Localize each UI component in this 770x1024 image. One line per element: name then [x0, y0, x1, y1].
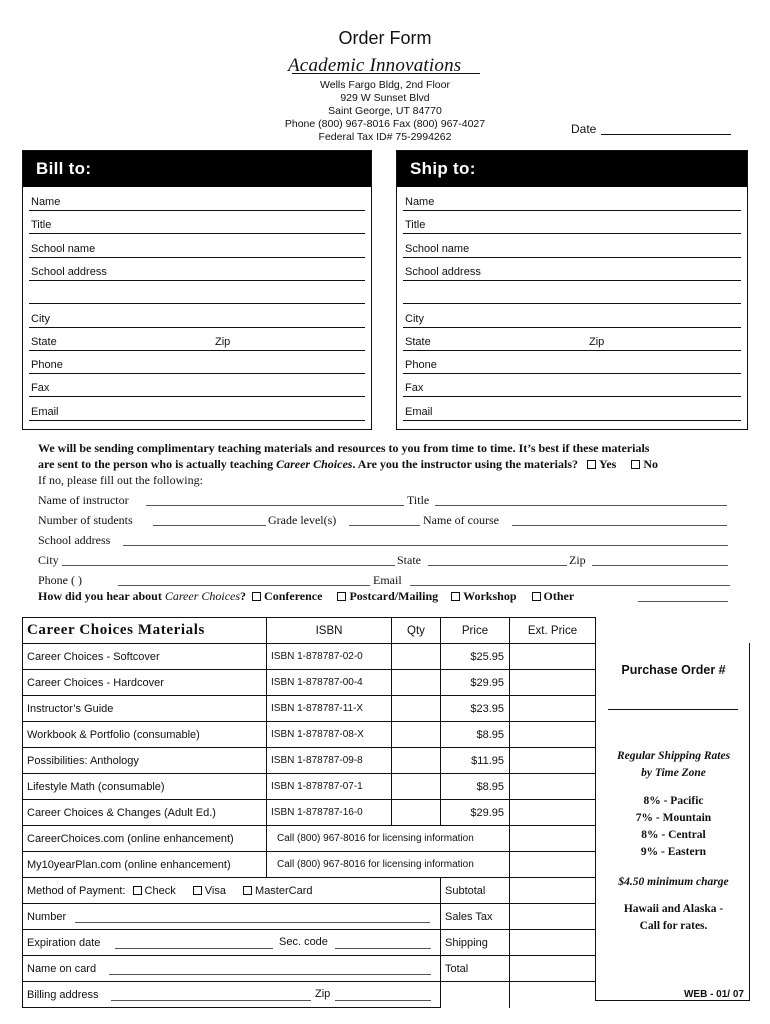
qty-input[interactable] [392, 722, 441, 748]
ship-school-address-line-2[interactable] [403, 286, 741, 304]
payment-method [23, 878, 392, 904]
qty-input[interactable] [392, 670, 441, 696]
card-number-row [23, 904, 441, 930]
check-checkbox[interactable] [133, 886, 142, 895]
rate-central: 8% - Central [641, 829, 706, 841]
ext-price-input[interactable] [510, 722, 596, 748]
bill-fax-label: Fax [31, 382, 50, 394]
subtotal-label: Subtotal [441, 878, 510, 904]
grade-levels-label: Grade level(s) [268, 513, 337, 527]
item-price: $8.95 [441, 774, 510, 800]
purchase-order-label: Purchase Order # [621, 663, 726, 677]
intro-text-italic: Career Choices [276, 457, 353, 471]
subtotal-field[interactable] [510, 878, 596, 904]
students-label: Number of students [38, 513, 133, 527]
instructor-city-field[interactable] [62, 565, 395, 566]
instructor-name-label: Name of instructor [38, 493, 129, 507]
qty-input[interactable] [392, 748, 441, 774]
ship-name-field[interactable] [403, 193, 741, 211]
address-line-3: Saint George, UT 84770 [328, 105, 442, 117]
instructor-phone-field[interactable] [118, 585, 370, 586]
tax-id-line: Federal Tax ID# 75-2994262 [318, 131, 452, 143]
ship-title-field[interactable] [403, 216, 741, 234]
order-header-row [23, 618, 596, 644]
instructor-email-field[interactable] [410, 585, 730, 586]
instructor-city-label: City [38, 553, 59, 567]
ext-price-input[interactable] [510, 852, 596, 878]
expiration-row [23, 930, 441, 956]
ship-phone-label: Phone [405, 359, 437, 371]
instructor-name-field[interactable] [146, 505, 404, 506]
ship-fax-label: Fax [405, 382, 424, 394]
item-price: $11.95 [441, 748, 510, 774]
bill-city-label: City [31, 313, 50, 325]
course-field[interactable] [512, 525, 727, 526]
bill-school-name-field[interactable] [29, 240, 365, 258]
students-field[interactable] [153, 525, 266, 526]
table-row [23, 644, 596, 670]
ext-price-input[interactable] [510, 800, 596, 826]
ship-to-box [396, 150, 748, 430]
billing-address-label: Billing address [27, 988, 99, 1001]
item-name: Career Choices - Softcover [23, 644, 267, 670]
billing-address-row [23, 982, 441, 1008]
ext-price-input[interactable] [510, 696, 596, 722]
rate-eastern: 9% - Eastern [640, 846, 707, 858]
payment-row [23, 956, 596, 982]
bill-title-field[interactable] [29, 216, 365, 234]
no-checkbox[interactable] [631, 460, 640, 469]
payment-method-label: Method of Payment: [27, 884, 126, 897]
payment-row [23, 878, 596, 904]
intro-text-c: . Are you the instructor using the materials? [352, 457, 578, 471]
payment-row [23, 982, 596, 1008]
bill-city-field[interactable] [29, 310, 365, 328]
workshop-checkbox[interactable] [451, 592, 460, 601]
table-row [23, 670, 596, 696]
side-panel [595, 643, 750, 1001]
course-label: Name of course [423, 513, 499, 527]
instructor-title-label: Title [407, 493, 430, 507]
ship-phone-field[interactable] [403, 356, 741, 374]
page-title: Order Form [338, 28, 432, 48]
rate-mountain: 7% - Mountain [635, 812, 712, 824]
bill-state-zip-field[interactable] [29, 333, 365, 351]
no-label: No [643, 457, 659, 471]
date-label: Date [571, 122, 597, 136]
item-price: $29.95 [441, 800, 510, 826]
ship-school-address-field[interactable] [403, 263, 741, 281]
ship-city-label: City [405, 313, 424, 325]
bill-title-label: Title [31, 219, 52, 231]
ext-price-header: Ext. Price [510, 618, 596, 644]
heard-about-row [38, 589, 574, 604]
item-name: CareerChoices.com (online enhancement) [23, 826, 267, 852]
logo-underline [292, 73, 480, 74]
instructor-school-address-field[interactable] [123, 545, 728, 546]
bill-zip-label: Zip [215, 336, 231, 348]
ship-state-label: State [405, 336, 431, 348]
form-code: WEB - 01/ 07 [683, 989, 744, 1000]
table-row [23, 852, 596, 878]
ship-zip-label: Zip [589, 336, 605, 348]
table-row [23, 748, 596, 774]
bill-school-name-label: School name [31, 243, 96, 255]
company-logo: Academic Innovations [288, 55, 462, 76]
table-row [23, 774, 596, 800]
ship-school-address-label: School address [405, 266, 481, 278]
ship-state-zip-field[interactable] [403, 333, 741, 351]
shipping-title-2: by Time Zone [641, 767, 706, 779]
total-field[interactable] [510, 956, 596, 982]
phone-fax-line: Phone (800) 967-8016 Fax (800) 967-4027 [284, 118, 486, 130]
payment-row [23, 930, 596, 956]
item-price: $8.95 [441, 722, 510, 748]
ship-email-field[interactable] [403, 403, 741, 421]
ext-price-input[interactable] [510, 774, 596, 800]
name-on-card-row [23, 956, 441, 982]
name-on-card-label: Name on card [27, 962, 97, 975]
check-label: Check [144, 884, 176, 897]
date-field[interactable] [601, 134, 731, 135]
item-price: $25.95 [441, 644, 510, 670]
yes-label: Yes [599, 457, 617, 471]
workshop-label: Workshop [463, 589, 517, 603]
order-table [22, 617, 596, 1008]
price-header: Price [441, 618, 510, 644]
ship-school-name-label: School name [405, 243, 470, 255]
other-label: Other [543, 589, 575, 603]
bill-phone-field[interactable] [29, 356, 365, 374]
item-name: My10yearPlan.com (online enhancement) [23, 852, 267, 878]
bill-school-address-label: School address [31, 266, 107, 278]
grade-levels-field[interactable] [349, 525, 420, 526]
rate-pacific: 8% - Pacific [643, 795, 704, 807]
item-isbn: ISBN 1-878787-16-0 [267, 800, 392, 826]
expiration-label: Expiration date [27, 936, 101, 949]
ship-city-field[interactable] [403, 310, 741, 328]
heard-italic: Career Choices [164, 589, 241, 603]
instructor-intro-line-2 [38, 457, 658, 472]
mastercard-checkbox[interactable] [243, 886, 252, 895]
bill-fax-field[interactable] [29, 379, 365, 397]
ship-name-label: Name [405, 196, 435, 208]
qty-input[interactable] [392, 696, 441, 722]
isbn-header: ISBN [267, 618, 392, 644]
table-row [23, 722, 596, 748]
bill-email-field[interactable] [29, 403, 365, 421]
item-name: Career Choices - Hardcover [23, 670, 267, 696]
postcard-label: Postcard/Mailing [349, 589, 439, 603]
bill-name-label: Name [31, 196, 61, 208]
bill-state-label: State [31, 336, 57, 348]
ext-price-input[interactable] [510, 826, 596, 852]
instructor-phone-label: Phone ( ) [38, 573, 82, 587]
instructor-zip-label: Zip [569, 553, 586, 567]
bill-phone-label: Phone [31, 359, 63, 371]
billing-zip-label: Zip [315, 988, 331, 1000]
instructor-title-field[interactable] [435, 505, 727, 506]
expiration-field[interactable] [115, 948, 273, 949]
billing-address-field[interactable] [111, 1000, 311, 1001]
licensing-note: Call (800) 967-8016 for licensing information [267, 852, 510, 878]
conference-label: Conference [264, 589, 323, 603]
heard-prefix: How did you hear about [38, 589, 165, 603]
instructor-state-label: State [397, 553, 421, 567]
bill-to-heading: Bill to: [23, 151, 371, 187]
purchase-order-field[interactable] [608, 709, 738, 710]
item-isbn: ISBN 1-878787-07-1 [267, 774, 392, 800]
shipping-field[interactable] [510, 930, 596, 956]
item-price: $23.95 [441, 696, 510, 722]
sec-code-field[interactable] [335, 948, 431, 949]
ship-email-label: Email [405, 406, 433, 418]
item-name: Workbook & Portfolio (consumable) [23, 722, 267, 748]
other-checkbox[interactable] [532, 592, 541, 601]
name-on-card-field[interactable] [109, 974, 431, 975]
table-row [23, 826, 596, 852]
materials-header: Career Choices Materials [23, 618, 267, 644]
bill-school-address-field[interactable] [29, 263, 365, 281]
heard-suffix: ? [240, 589, 247, 603]
mastercard-label: MasterCard [255, 884, 313, 897]
ext-price-input[interactable] [510, 670, 596, 696]
item-isbn: ISBN 1-878787-02-0 [267, 644, 392, 670]
visa-checkbox[interactable] [193, 886, 202, 895]
item-isbn: ISBN 1-878787-09-8 [267, 748, 392, 774]
instructor-school-address-label: School address [38, 533, 111, 547]
hawaii-alaska-line-2: Call for rates. [639, 920, 708, 932]
item-name: Lifestyle Math (consumable) [23, 774, 267, 800]
card-number-field[interactable] [75, 922, 430, 923]
address-line-2: 929 W Sunset Blvd [340, 92, 430, 104]
card-number-label: Number [27, 910, 67, 923]
instructor-email-label: Email [373, 573, 402, 587]
item-name: Career Choices & Changes (Adult Ed.) [23, 800, 267, 826]
qty-input[interactable] [392, 644, 441, 670]
total-label: Total [441, 956, 510, 982]
conference-checkbox[interactable] [252, 592, 261, 601]
shipping-label: Shipping [441, 930, 510, 956]
payment-row [23, 904, 596, 930]
item-isbn: ISBN 1-878787-00-4 [267, 670, 392, 696]
sec-code-label: Sec. code [279, 936, 328, 948]
instructor-intro-line-1: We will be sending complimentary teaching materials and resources to you from time to time. It’s best if these materials [38, 441, 650, 455]
sales-tax-label: Sales Tax [441, 904, 510, 930]
instructor-state-field[interactable] [428, 565, 567, 566]
address-line-1: Wells Fargo Bldg, 2nd Floor [320, 79, 450, 91]
minimum-charge: $4.50 minimum charge [618, 876, 729, 888]
bill-email-label: Email [31, 406, 59, 418]
billing-zip-field[interactable] [335, 1000, 431, 1001]
ship-title-label: Title [405, 219, 426, 231]
bill-name-field[interactable] [29, 193, 365, 211]
item-isbn: ISBN 1-878787-08-X [267, 722, 392, 748]
table-row [23, 800, 596, 826]
ext-price-input[interactable] [510, 644, 596, 670]
if-no-instruction: If no, please fill out the following: [38, 473, 203, 487]
sales-tax-field[interactable] [510, 904, 596, 930]
item-price: $29.95 [441, 670, 510, 696]
licensing-note: Call (800) 967-8016 for licensing information [267, 826, 510, 852]
intro-text-a: are sent to the person who is actually teaching [38, 457, 277, 471]
qty-input[interactable] [392, 774, 441, 800]
visa-label: Visa [204, 884, 226, 897]
item-isbn: ISBN 1-878787-11-X [267, 696, 392, 722]
item-name: Possibilities: Anthology [23, 748, 267, 774]
ship-school-name-field[interactable] [403, 240, 741, 258]
qty-header: Qty [392, 618, 441, 644]
yes-checkbox[interactable] [587, 460, 596, 469]
shipping-title-1: Regular Shipping Rates [616, 750, 731, 762]
bill-to-box [22, 150, 372, 430]
qty-input[interactable] [392, 800, 441, 826]
hawaii-alaska-line-1: Hawaii and Alaska - [623, 903, 724, 915]
other-field[interactable] [638, 601, 728, 602]
ext-price-input[interactable] [510, 748, 596, 774]
instructor-zip-field[interactable] [592, 565, 728, 566]
ship-fax-field[interactable] [403, 379, 741, 397]
table-row [23, 696, 596, 722]
item-name: Instructor’s Guide [23, 696, 267, 722]
ship-to-heading: Ship to: [397, 151, 747, 187]
bill-school-address-line-2[interactable] [29, 286, 365, 304]
postcard-checkbox[interactable] [337, 592, 346, 601]
